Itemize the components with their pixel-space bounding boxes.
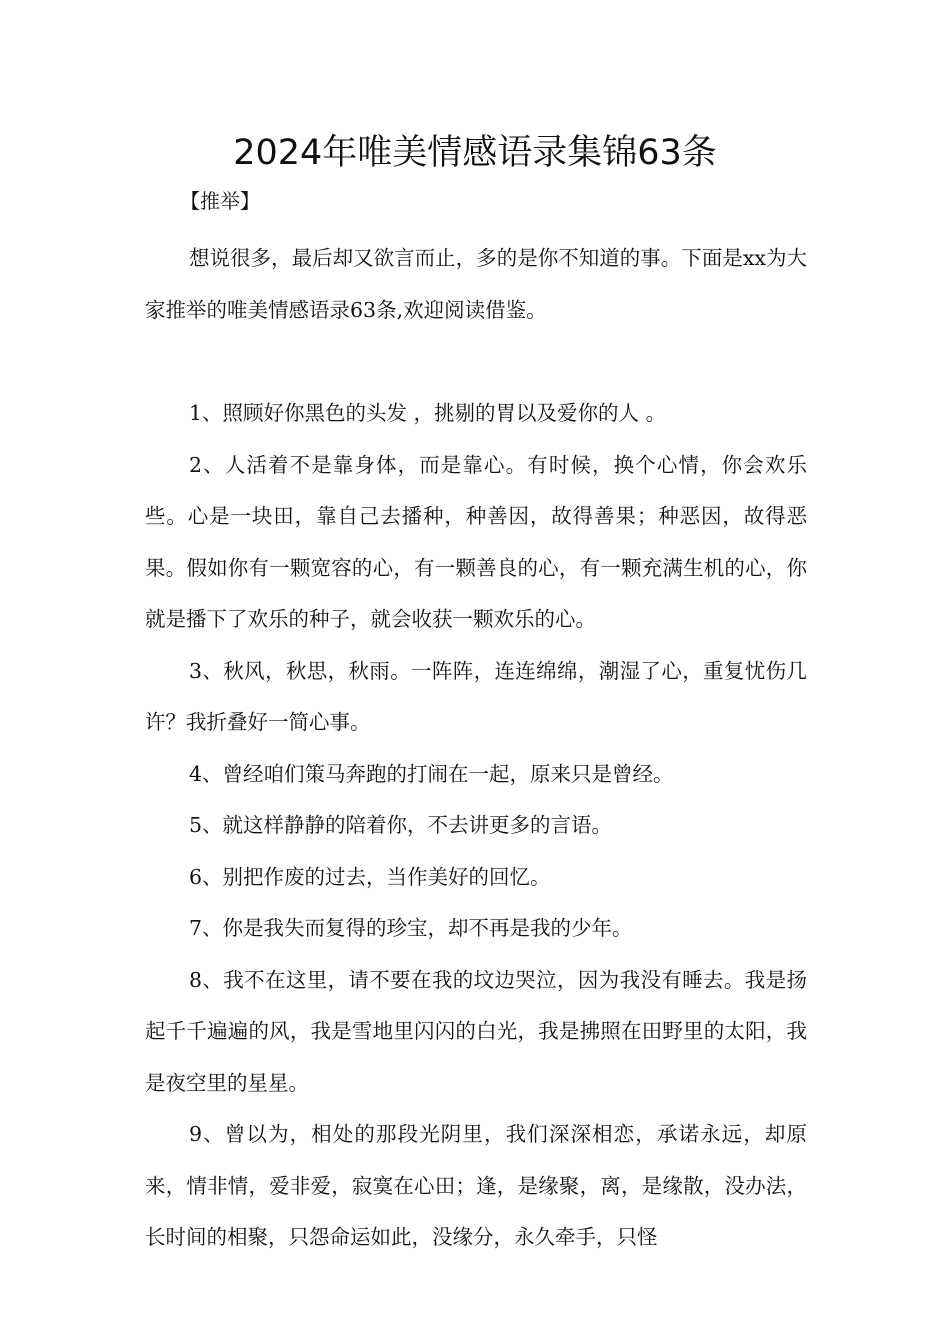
recommend-tag: 【推举】 [180, 189, 260, 213]
quote-item-9: 9、曾以为，相处的那段光阴里，我们深深相恋，承诺永远，却原来，情非情，爱非爱，寂寞在心田；逢，是缘聚，离，是缘散，没办法，长时间的相聚，只怨命运如此，没缘分，永久牵手，只怪 [145, 1122, 807, 1249]
intro-paragraph: 想说很多，最后却又欲言而止，多的是你不知道的事。下面是xx为大家推举的唯美情感语录63条,欢迎阅读借鉴。 [145, 246, 807, 322]
quote-item-5: 5、就这样静静的陪着你，不去讲更多的言语。 [189, 813, 613, 837]
quote-item-8: 8、我不在这里，请不要在我的坟边哭泣，因为我没有睡去。我是扬起千千遍遍的风，我是雪地里闪闪的白光，我是拂照在田野里的太阳，我是夜空里的星星。 [145, 967, 807, 1095]
quote-item-3: 3、秋风，秋思，秋雨。一阵阵，连连绵绵，潮湿了心，重复忧伤几许？我折叠好一简心事。 [145, 658, 807, 734]
quote-item-6: 6、别把作废的过去，当作美好的回忆。 [189, 864, 551, 889]
quote-item-1: 1、照顾好你黑色的头发 ，挑剔的胃以及爱你的人 。 [189, 401, 667, 425]
paragraph-gap [145, 336, 807, 388]
quote-item-4: 4、曾经咱们策马奔跑的打闹在一起，原来只是曾经。 [189, 761, 674, 786]
document-body [145, 233, 807, 1264]
document-title: 2024年唯美情感语录集锦63条 [233, 133, 717, 173]
quote-item-7: 7、你是我失而复得的珍宝，却不再是我的少年。 [189, 916, 633, 940]
quote-item-2: 2、人活着不是靠身体，而是靠心。有时候，换个心情，你会欢乐些。心是一块田，靠自己去播种，种善因，故得善果；种恶因，故得恶果。假如你有一颗宽容的心，有一颗善良的心，有一颗充满生机的心，你就是播下了欢乐的种子，就会收获一颗欢乐的心。 [145, 452, 807, 631]
